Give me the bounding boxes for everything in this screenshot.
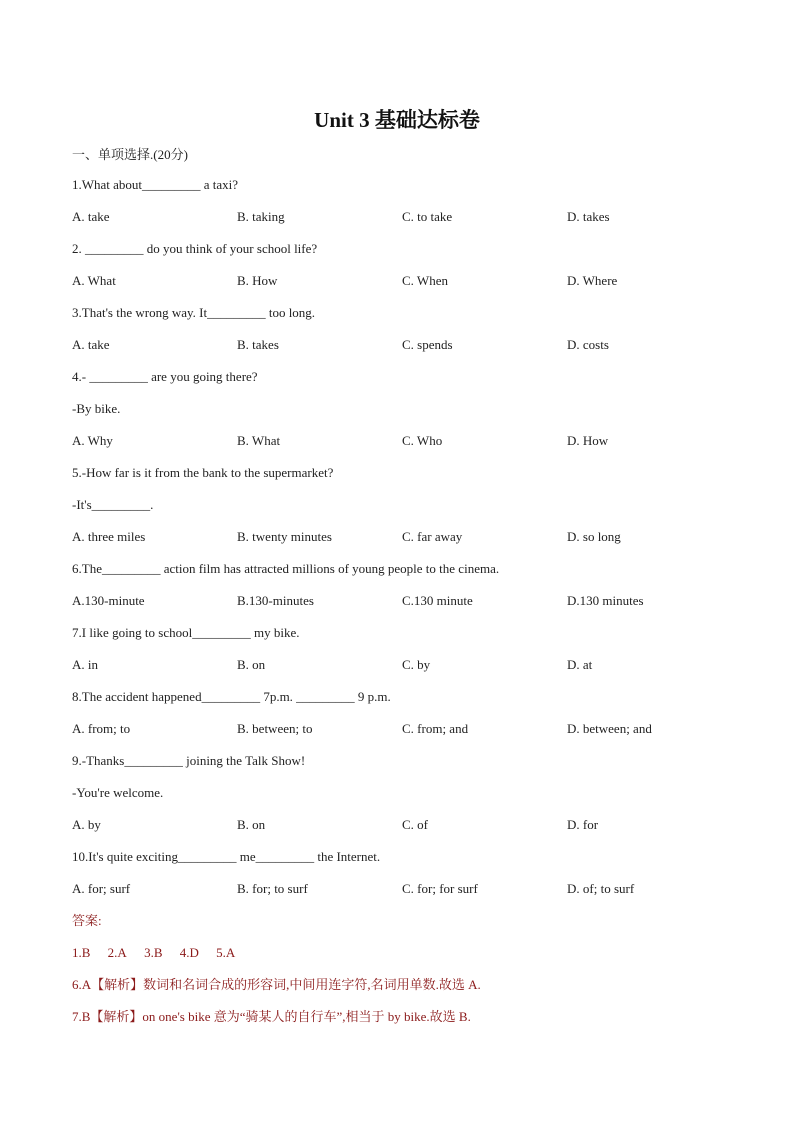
- option-row: [72, 654, 732, 686]
- option: B. twenty minutes: [237, 529, 332, 544]
- option: C. for; for surf: [402, 881, 478, 896]
- option-row: [72, 590, 732, 622]
- option: C. by: [402, 657, 431, 672]
- section-heading: 一、单项选择.(20分): [72, 147, 188, 162]
- question-dialogue: -It's_________.: [72, 497, 154, 512]
- option: D. so long: [567, 529, 621, 544]
- option: B. taking: [237, 209, 285, 224]
- option: D. at: [567, 657, 593, 672]
- question-dialogue: -By bike.: [72, 401, 121, 416]
- option-row: [72, 814, 732, 846]
- answer-item: 3.B: [144, 945, 163, 960]
- option: A. take: [72, 209, 110, 224]
- option: A. by: [72, 817, 101, 832]
- answer-explanation: 6.A【解析】数词和名词合成的形容词,中间用连字符,名词用单数.故选 A.: [72, 977, 481, 992]
- option: B. takes: [237, 337, 279, 352]
- option: C.130 minute: [402, 593, 473, 608]
- option-row: [72, 270, 732, 302]
- option: D. How: [567, 433, 609, 448]
- option: D. takes: [567, 209, 610, 224]
- short-answers: [72, 942, 732, 974]
- option: A. for; surf: [72, 881, 131, 896]
- question-stem: 7.I like going to school_________ my bike.: [72, 625, 300, 640]
- question-stem: 6.The_________ action film has attracted millions of young people to the cinema.: [72, 561, 500, 576]
- option: B. How: [237, 273, 278, 288]
- option: A. Why: [72, 433, 113, 448]
- question-stem: 9.-Thanks_________ joining the Talk Show!: [72, 753, 306, 768]
- option: D.130 minutes: [567, 593, 644, 608]
- option: A. three miles: [72, 529, 146, 544]
- option: C. spends: [402, 337, 453, 352]
- question-stem: 8.The accident happened_________ 7p.m. _________ 9 p.m.: [72, 689, 391, 704]
- option-row: [72, 878, 732, 910]
- option: D. costs: [567, 337, 609, 352]
- option: A. take: [72, 337, 110, 352]
- option: B. for; to surf: [237, 881, 308, 896]
- option: A. in: [72, 657, 98, 672]
- option: A. from; to: [72, 721, 131, 736]
- answer-explanation: 7.B【解析】on one's bike 意为“骑某人的自行车”,相当于 by bike.故选 B.: [72, 1009, 471, 1024]
- question-list: [72, 174, 732, 1038]
- option: D. between; and: [567, 721, 652, 736]
- question-stem: 3.That's the wrong way. It_________ too long.: [72, 305, 316, 320]
- answer-item: 1.B: [72, 945, 91, 960]
- answer-item: 5.A: [216, 945, 236, 960]
- question-stem: 1.What about_________ a taxi?: [72, 177, 239, 192]
- option-row: [72, 334, 732, 366]
- answer-item: 4.D: [179, 945, 199, 960]
- option: B. on: [237, 657, 266, 672]
- option: D. for: [567, 817, 599, 832]
- option-row: [72, 430, 732, 462]
- option: C. to take: [402, 209, 453, 224]
- option: B. What: [237, 433, 281, 448]
- question-stem: 10.It's quite exciting_________ me_________ the Internet.: [72, 849, 381, 864]
- option: C. Who: [402, 433, 443, 448]
- option-row: [72, 718, 732, 750]
- option: A. What: [72, 273, 116, 288]
- option: D. Where: [567, 273, 618, 288]
- option: B. between; to: [237, 721, 313, 736]
- answer-item: 2.A: [107, 945, 127, 960]
- option-row: [72, 526, 732, 558]
- option-row: [72, 206, 732, 238]
- question-stem: 4.- _________ are you going there?: [72, 369, 258, 384]
- question-dialogue: -You're welcome.: [72, 785, 164, 800]
- question-stem: 5.-How far is it from the bank to the supermarket?: [72, 465, 334, 480]
- question-stem: 2. _________ do you think of your school life?: [72, 241, 318, 256]
- page-title: Unit 3 基础达标卷: [314, 108, 480, 132]
- option: C. of: [402, 817, 428, 832]
- option: B.130-minutes: [237, 593, 314, 608]
- option: D. of; to surf: [567, 881, 635, 896]
- option: A.130-minute: [72, 593, 145, 608]
- option: B. on: [237, 817, 266, 832]
- option: C. far away: [402, 529, 463, 544]
- answers-label: 答案:: [72, 913, 102, 928]
- option: C. When: [402, 273, 448, 288]
- option: C. from; and: [402, 721, 469, 736]
